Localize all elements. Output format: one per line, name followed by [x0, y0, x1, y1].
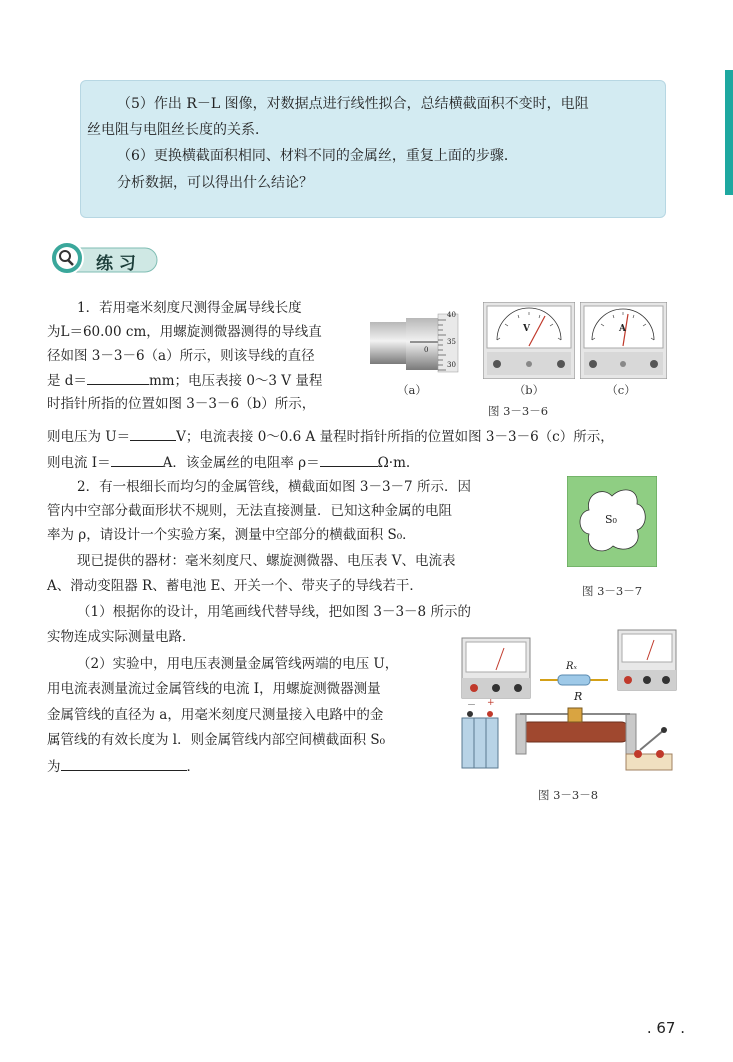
rx-label: Rₓ — [566, 661, 578, 672]
q2-line-9: 用电流表测量流过金属管线的电流 I，用螺旋测微器测量 — [47, 681, 381, 697]
q1-line-7-start: 则电流 I＝ — [47, 455, 111, 471]
q2-line-12: 为 ． — [47, 756, 200, 777]
mic-tick-35: 35 — [447, 338, 456, 346]
fig-3-3-8-caption: 图 3－3－8 — [537, 788, 599, 802]
fig-b-label: （b） — [513, 383, 545, 397]
fig-a-label: （a） — [397, 383, 427, 397]
q1-line-7 — [47, 452, 410, 473]
mic-tick-40: 40 — [447, 311, 456, 319]
mic-tick-0: 0 — [424, 346, 429, 354]
q2-line-6: （1）根据你的设计，用笔画线代替导线，把如图 3－3－8 所示的 — [77, 604, 471, 620]
q1-line-6 — [47, 426, 614, 447]
resistivity-answer-blank[interactable] — [320, 452, 378, 467]
q1-line-5: 时指针所指的位置如图 3－3－6（b）所示， — [47, 396, 316, 412]
q1-line-4 — [47, 370, 322, 391]
ammeter-figure — [580, 302, 667, 379]
diameter-answer-blank[interactable] — [87, 370, 149, 385]
q2-line-4: 现已提供的器材：毫米刻度尺、螺旋测微器、电压表 V、电流表 — [77, 553, 456, 569]
fig-3-3-6-caption: 图 3－3－6 — [487, 404, 549, 418]
q1-line-3: 径如图 3－3－6（a）所示，则该导线的直径 — [47, 348, 315, 364]
volt-symbol: V — [523, 324, 530, 334]
mic-tick-30: 30 — [447, 361, 456, 369]
s0-label: S₀ — [605, 513, 617, 526]
q1-line-1: 1．若用毫米刻度尺测得金属导线长度 — [77, 300, 302, 316]
q1-line-4-end: mm；电压表接 0～3 V 量程 — [148, 373, 323, 389]
page-number: . 67 . — [646, 1019, 685, 1037]
q1-line-7-end: Ω·m. — [377, 455, 411, 471]
q2-line-7: 实物连成实际测量电路． — [47, 629, 196, 645]
area-answer-blank[interactable] — [61, 756, 187, 771]
q1-line-7-mid: A．该金属丝的电阻率 ρ＝ — [162, 455, 320, 471]
side-color-strip — [725, 70, 733, 195]
voltage-answer-blank[interactable] — [130, 426, 176, 441]
q2-line-11: 属管线的有效长度为 l．则金属管线内部空间横截面积 S₀ — [47, 732, 386, 748]
step-5-line-2: 丝电阻与电阻丝长度的关系． — [87, 122, 269, 138]
step-5-line-1: （5）作出 R－L 图像，对数据点进行线性拟合，总结横截面积不变时，电阻 — [117, 96, 589, 112]
amp-symbol: A — [619, 324, 626, 334]
step-6-line: （6）更换横截面积相同、材料不同的金属丝，重复上面的步骤． — [117, 148, 518, 164]
q2-line-8: （2）实验中，用电压表测量金属管线两端的电压 U， — [77, 656, 399, 672]
battery-minus: － — [467, 701, 477, 711]
voltmeter-figure — [483, 302, 575, 379]
q2-line-12-start: 为 — [47, 759, 61, 775]
q2-line-10: 金属管线的直径为 a，用毫米刻度尺测量接入电路中的金 — [47, 707, 384, 723]
q1-line-6-start: 则电压为 U＝ — [47, 429, 131, 445]
current-answer-blank[interactable] — [111, 452, 163, 467]
battery-plus: + — [487, 698, 495, 708]
q2-line-2: 管内中空部分截面形状不规则，无法直接测量．已知这种金属的电阻 — [47, 503, 452, 519]
q2-line-5: A、滑动变阻器 R、蓄电池 E、开关一个、带夹子的导线若干． — [47, 578, 423, 594]
analysis-question: 分析数据，可以得出什么结论？ — [117, 175, 313, 191]
experiment-steps-box — [80, 80, 666, 218]
fig-c-label: （c） — [606, 383, 636, 397]
exercise-title: 练 习 — [96, 254, 136, 274]
q2-line-3: 率为 ρ，请设计一个实验方案，测量中空部分的横截面积 S₀． — [47, 527, 416, 543]
q2-line-1: 2．有一根细长而均匀的金属管线，横截面如图 3－3－7 所示．因 — [77, 479, 471, 495]
fig-3-3-7-caption: 图 3－3－7 — [581, 584, 643, 598]
q1-line-4-start: 是 d＝ — [47, 373, 87, 389]
q1-line-2: 为L＝60.00 cm，用螺旋测微器测得的导线直 — [47, 324, 322, 340]
r-label: R — [574, 690, 583, 703]
q1-line-6-end: V；电流表接 0～0.6 A 量程时指针所指的位置如图 3－3－6（c）所示， — [176, 429, 614, 445]
